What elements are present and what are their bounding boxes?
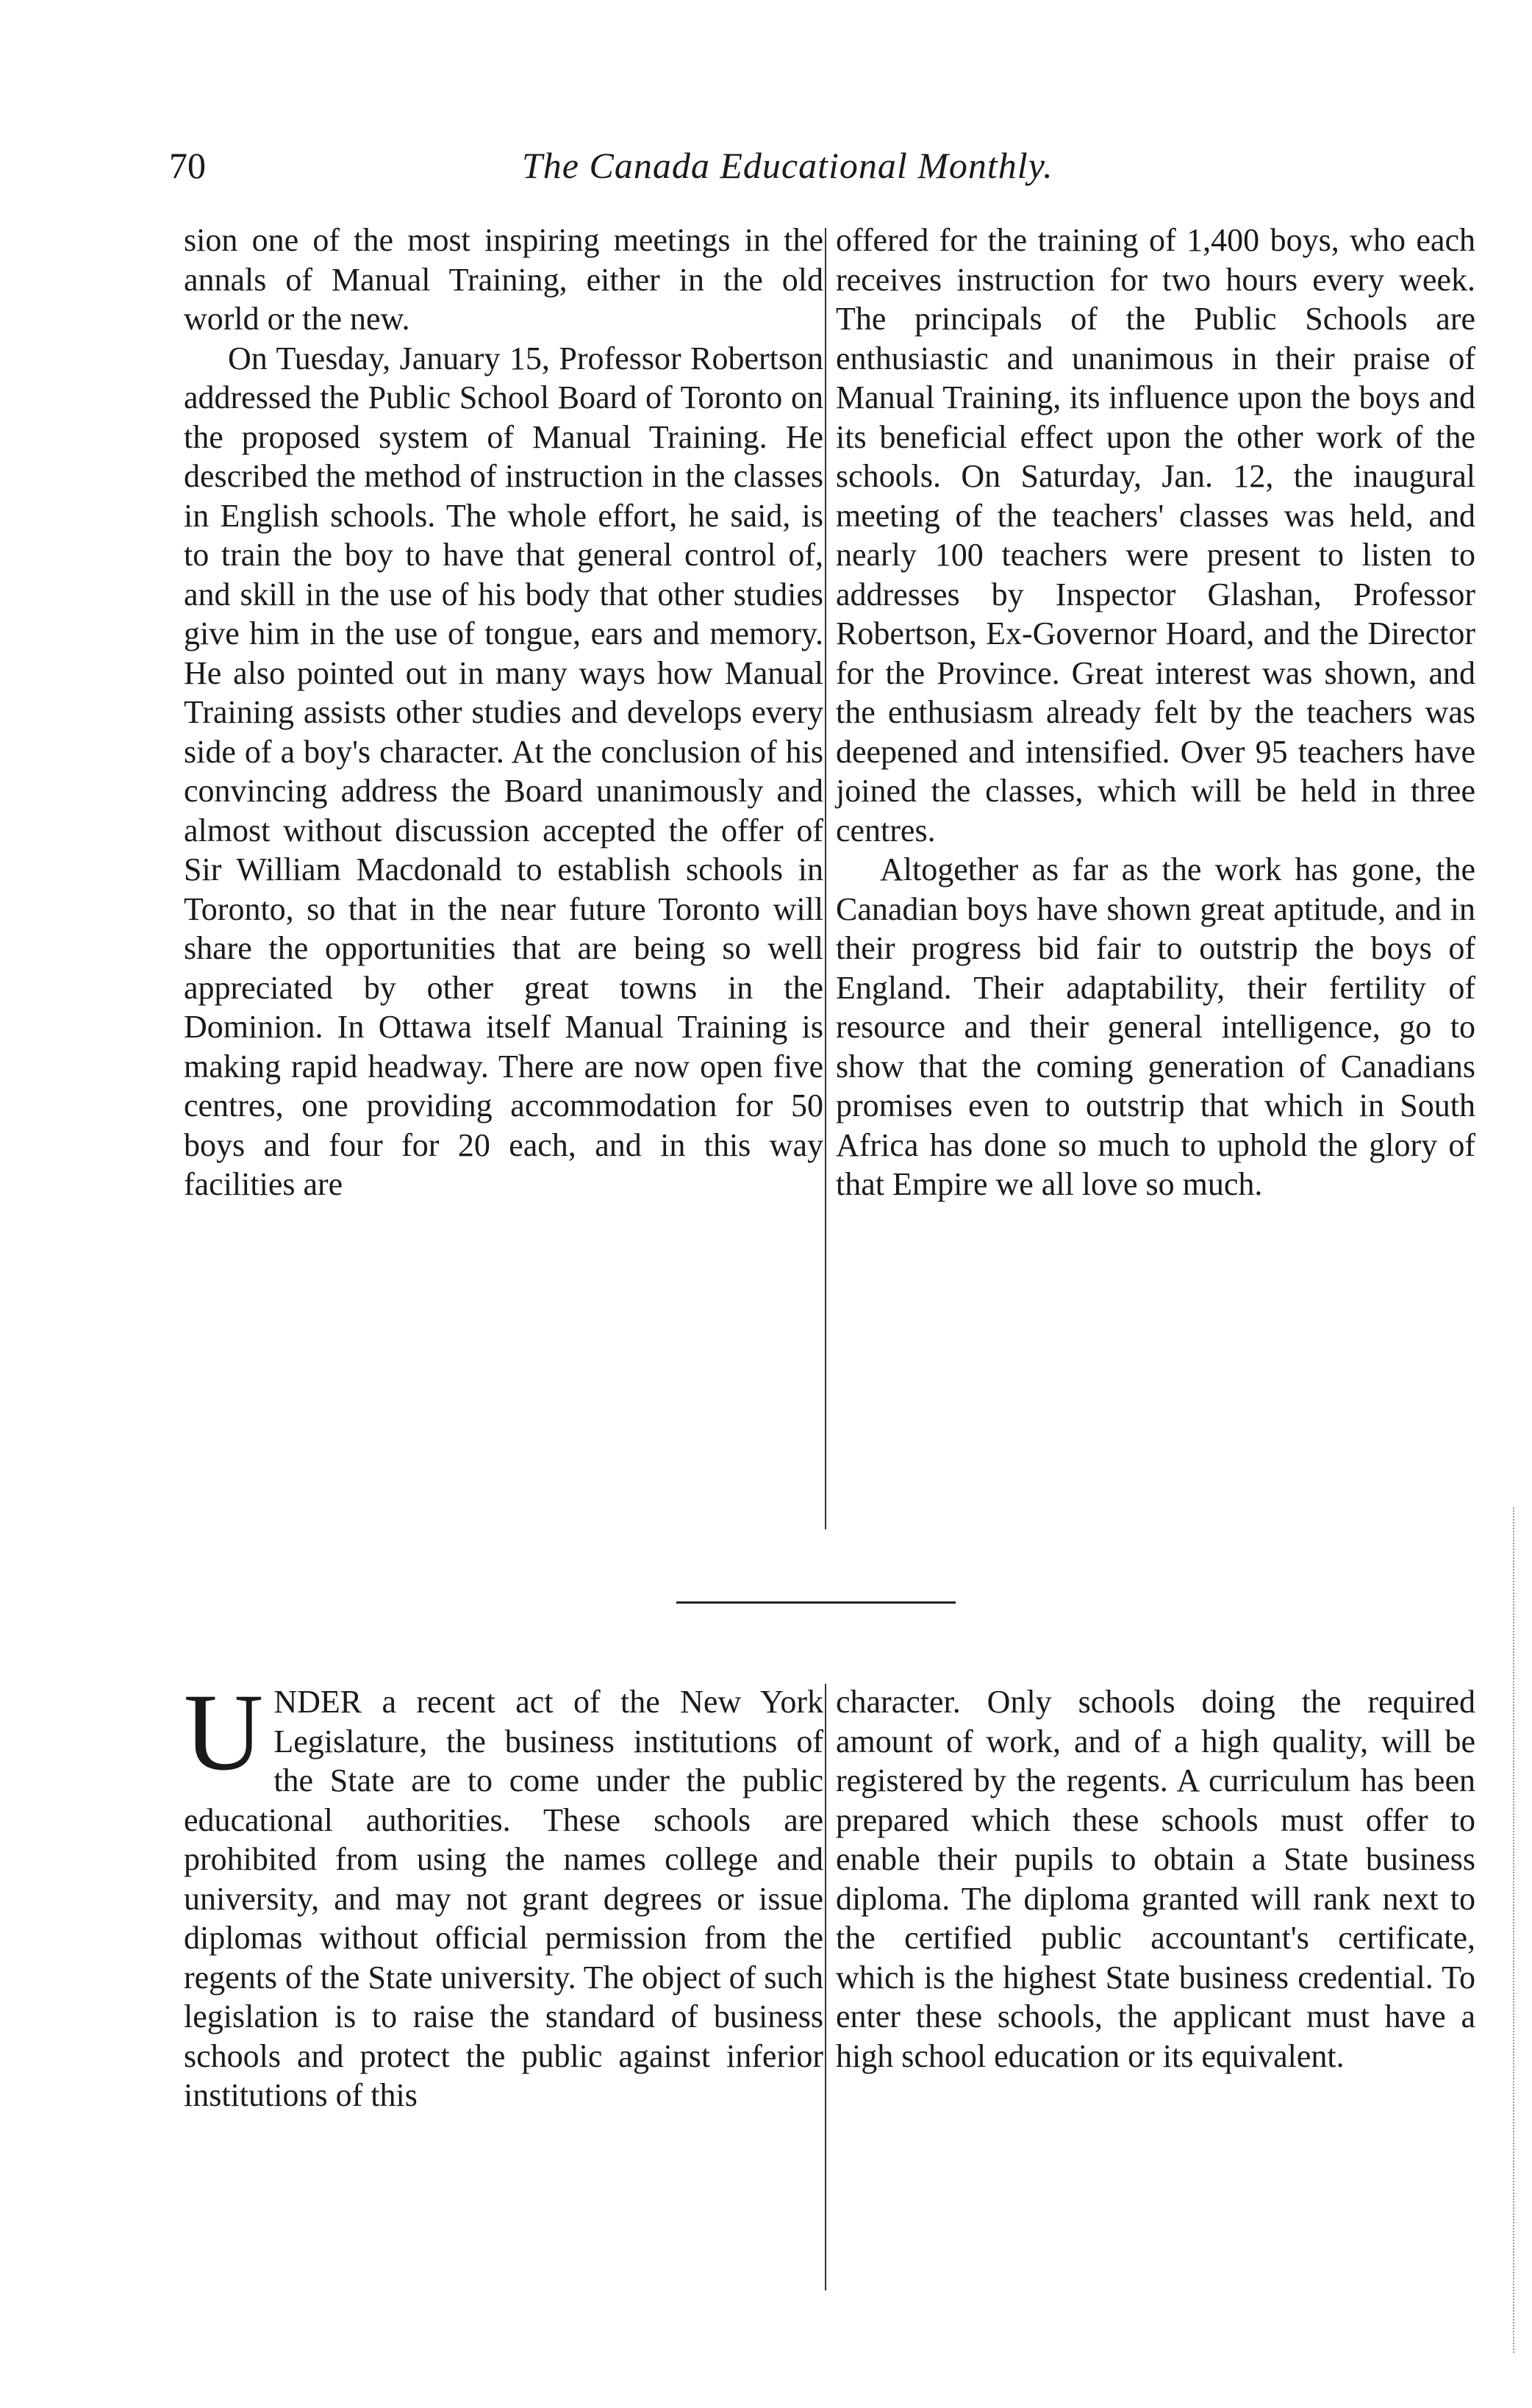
paragraph: sion one of the most inspiring meetings in the annals of Manual Training, either in the old world or the new. [184, 222, 823, 337]
paragraph: Altogether as far as the work has gone, the Canadian boys have shown great aptitude, and in their progress bid fair to outstrip the boys of England. Their adaptability, their fertility of resource and their general intelligence, go to show that the coming generation of Canadians promises even to outstrip that which in South Africa has done so much to uphold the glory of that Empire we all love so much. [836, 851, 1475, 1202]
article2-left-column [184, 1671, 823, 2115]
article1-right-column [836, 221, 1475, 1204]
page-header [169, 144, 1492, 188]
section-separator [676, 1601, 956, 1604]
drop-cap: U [184, 1671, 264, 1793]
scan-margin-marks [1513, 1507, 1517, 2353]
column-divider [825, 1684, 826, 2290]
article1-left-column [184, 221, 823, 1204]
column-divider [825, 228, 826, 1529]
article2-right-column [836, 1682, 1475, 2076]
paragraph: character. Only schools doing the required amount of work, and of a high quality, will be registered by the regents. A curriculum has been prepared which these schools must offer to enable their pupils to obtain a State business diploma. The diploma granted will rank next to the certified public accountant's certificate, which is the highest State business credential. To enter these schools, the applicant must have a high school education or its equivalent. [836, 1684, 1475, 2074]
running-title: The Canada Educational Monthly. [522, 145, 1053, 186]
page-number: 70 [169, 145, 206, 186]
paragraph-text: a recent act of the New York Legislature, the business institutions of the State are to come under the public educational authorities. These schools are prohibited from using the names college and university, and may not grant degrees or issue diplomas without official permission from the regents of the State university. The object of such legislation is to raise the standard of business schools and protect the public against inferior institutions of this [184, 1684, 823, 2113]
paragraph: offered for the training of 1,400 boys, who each receives instruction for two hours every week. The principals of the Public Schools are enthusiastic and unanimous in their praise of Manual Training, its influence upon the boys and its beneficial effect upon the other work of the schools. On Saturday, Jan. 12, the inaugural meeting of the teachers' classes was held, and nearly 100 teachers were present to listen to addresses by Inspector Glashan, Professor Robertson, Ex-Governor Hoard, and the Director for the Province. Great interest was shown, and the enthusiasm already felt by the teachers was deepened and intensified. Over 95 teachers have joined the classes, which will be held in three centres. [836, 222, 1475, 848]
lead-caps: NDER [273, 1684, 362, 1720]
paragraph: On Tuesday, January 15, Professor Robertson addressed the Public School Board of Toronto on the proposed system of Manual Training. He described the method of instruction in the classes in English schools. The whole effort, he said, is to train the boy to have that general control of, and skill in the use of his body that other studies give him in the use of tongue, ears and memory. He also pointed out in many ways how Manual Training assists other studies and develops every side of a boy's character. At the conclusion of his convincing address the Board unanimously and almost without discussion accepted the offer of Sir William Macdonald to establish schools in Toronto, so that in the near future Toronto will share the opportunities that are being so well appreciated by other great towns in the Dominion. In Ottawa itself Manual Training is making rapid headway. There are now open five centres, one providing accommodation for 50 boys and four for 20 each, and in this way facilities are [184, 340, 823, 1202]
paragraph [184, 1671, 823, 2115]
